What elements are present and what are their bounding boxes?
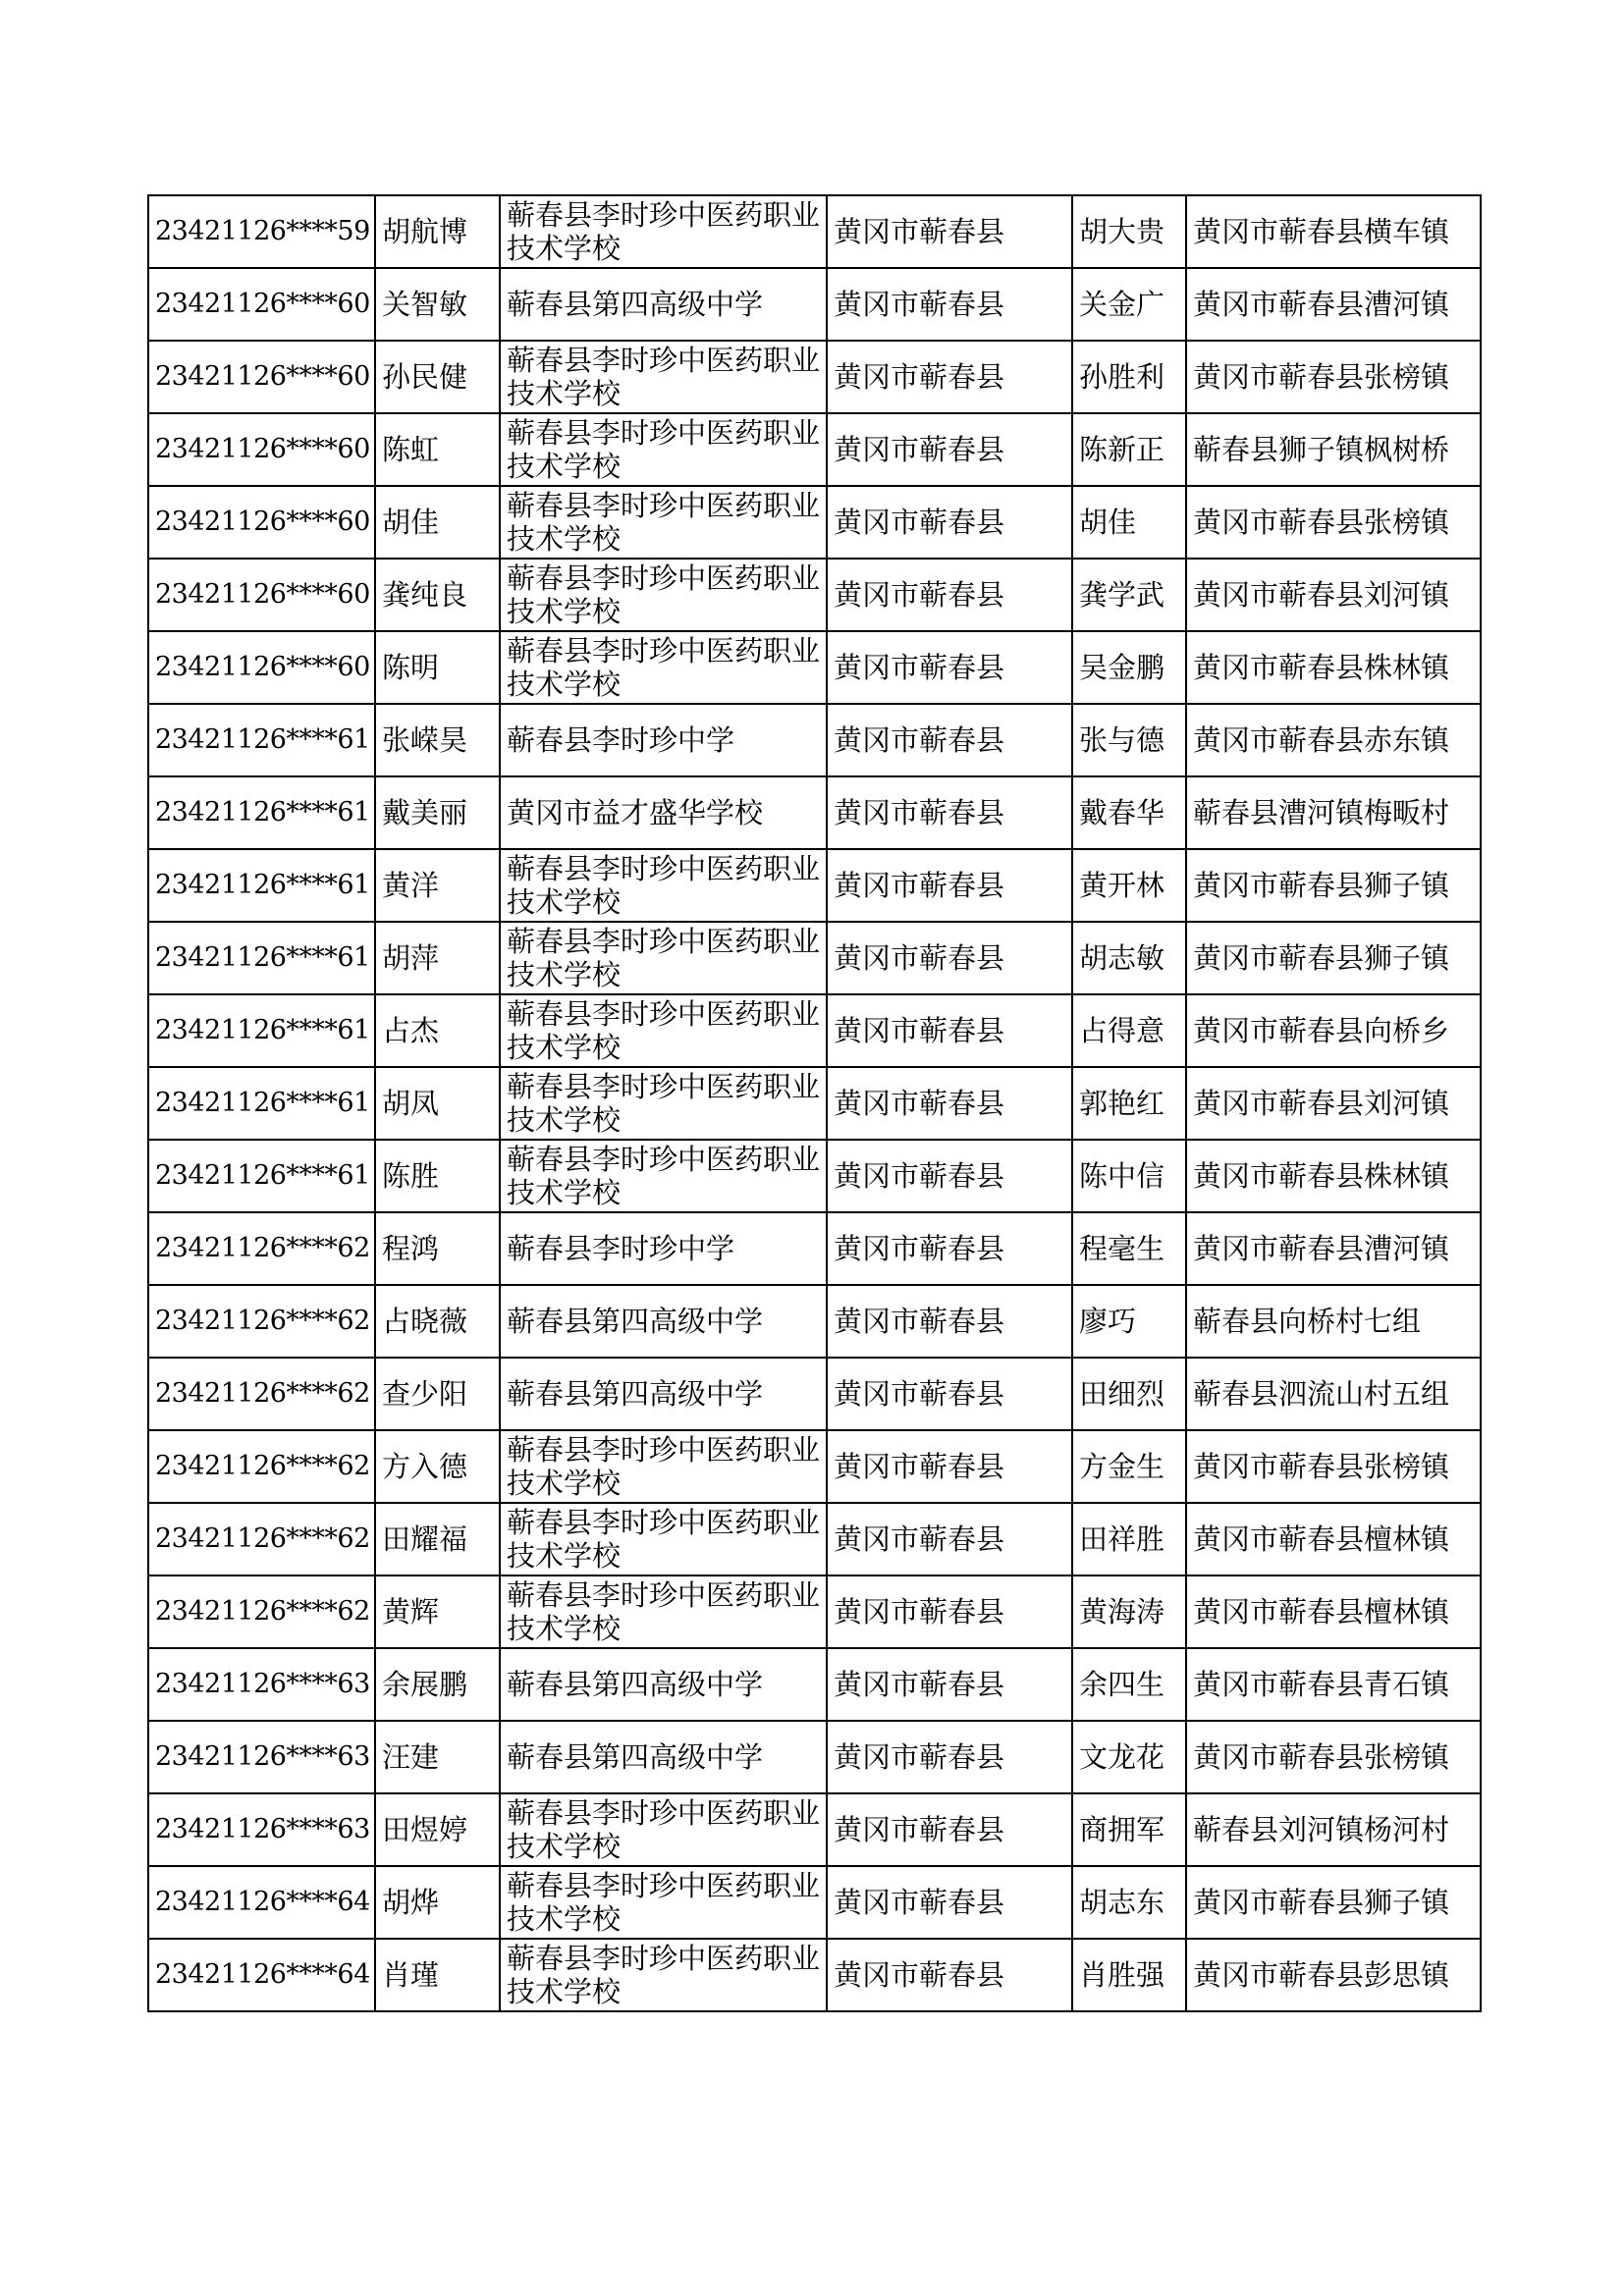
- student-name-cell: 田煜婷: [375, 1793, 500, 1866]
- id-number-cell: 23421126****61: [148, 994, 375, 1067]
- guardian-name-cell: 陈中信: [1072, 1140, 1186, 1212]
- address-cell: 黄冈市蕲春县狮子镇: [1186, 922, 1481, 994]
- school-cell: 蕲春县李时珍中医药职业技术学校: [500, 1140, 827, 1212]
- id-number-cell: 23421126****59: [148, 195, 375, 268]
- region-cell: 黄冈市蕲春县: [827, 1575, 1072, 1648]
- student-name-cell: 龚纯良: [375, 559, 500, 631]
- address-cell: 蕲春县刘河镇杨河村: [1186, 1793, 1481, 1866]
- address-cell: 蕲春县泗流山村五组: [1186, 1358, 1481, 1430]
- school-cell: 蕲春县李时珍中医药职业技术学校: [500, 559, 827, 631]
- address-cell: 蕲春县向桥村七组: [1186, 1285, 1481, 1358]
- id-number-cell: 23421126****64: [148, 1939, 375, 2011]
- id-number-cell: 23421126****62: [148, 1503, 375, 1575]
- region-cell: 黄冈市蕲春县: [827, 268, 1072, 341]
- school-cell: 黄冈市益才盛华学校: [500, 776, 827, 849]
- id-number-cell: 23421126****62: [148, 1430, 375, 1503]
- school-cell: 蕲春县李时珍中医药职业技术学校: [500, 1575, 827, 1648]
- guardian-name-cell: 占得意: [1072, 994, 1186, 1067]
- region-cell: 黄冈市蕲春县: [827, 1430, 1072, 1503]
- region-cell: 黄冈市蕲春县: [827, 1358, 1072, 1430]
- table-row: [148, 1285, 1481, 1358]
- region-cell: 黄冈市蕲春县: [827, 994, 1072, 1067]
- table-row: [148, 1575, 1481, 1648]
- student-name-cell: 占杰: [375, 994, 500, 1067]
- table-row: [148, 1939, 1481, 2011]
- table-row: [148, 1358, 1481, 1430]
- guardian-name-cell: 戴春华: [1072, 776, 1186, 849]
- id-number-cell: 23421126****61: [148, 1067, 375, 1140]
- student-name-cell: 汪建: [375, 1721, 500, 1793]
- school-cell: 蕲春县李时珍中医药职业技术学校: [500, 994, 827, 1067]
- address-cell: 黄冈市蕲春县张榜镇: [1186, 1721, 1481, 1793]
- address-cell: 黄冈市蕲春县狮子镇: [1186, 1866, 1481, 1939]
- guardian-name-cell: 胡志东: [1072, 1866, 1186, 1939]
- address-cell: 黄冈市蕲春县株林镇: [1186, 631, 1481, 704]
- address-cell: 蕲春县狮子镇枫树桥: [1186, 413, 1481, 486]
- region-cell: 黄冈市蕲春县: [827, 1721, 1072, 1793]
- region-cell: 黄冈市蕲春县: [827, 1285, 1072, 1358]
- guardian-name-cell: 孙胜利: [1072, 341, 1186, 413]
- table-row: [148, 1648, 1481, 1721]
- table-row: [148, 1793, 1481, 1866]
- student-name-cell: 胡航博: [375, 195, 500, 268]
- student-name-cell: 肖瑾: [375, 1939, 500, 2011]
- school-cell: 蕲春县李时珍中医药职业技术学校: [500, 922, 827, 994]
- guardian-name-cell: 吴金鹏: [1072, 631, 1186, 704]
- student-name-cell: 陈胜: [375, 1140, 500, 1212]
- id-number-cell: 23421126****61: [148, 704, 375, 776]
- student-name-cell: 戴美丽: [375, 776, 500, 849]
- address-cell: 黄冈市蕲春县张榜镇: [1186, 1430, 1481, 1503]
- guardian-name-cell: 余四生: [1072, 1648, 1186, 1721]
- address-cell: 黄冈市蕲春县漕河镇: [1186, 1212, 1481, 1285]
- student-name-cell: 关智敏: [375, 268, 500, 341]
- table-row: [148, 1866, 1481, 1939]
- region-cell: 黄冈市蕲春县: [827, 776, 1072, 849]
- school-cell: 蕲春县李时珍中医药职业技术学校: [500, 1866, 827, 1939]
- address-cell: 黄冈市蕲春县株林镇: [1186, 1140, 1481, 1212]
- guardian-name-cell: 文龙花: [1072, 1721, 1186, 1793]
- id-number-cell: 23421126****60: [148, 559, 375, 631]
- address-cell: 黄冈市蕲春县刘河镇: [1186, 559, 1481, 631]
- school-cell: 蕲春县李时珍中医药职业技术学校: [500, 413, 827, 486]
- table-row: [148, 631, 1481, 704]
- region-cell: 黄冈市蕲春县: [827, 486, 1072, 559]
- student-name-cell: 张嵘昊: [375, 704, 500, 776]
- school-cell: 蕲春县李时珍中学: [500, 1212, 827, 1285]
- student-name-cell: 田耀福: [375, 1503, 500, 1575]
- guardian-name-cell: 程毫生: [1072, 1212, 1186, 1285]
- guardian-name-cell: 田细烈: [1072, 1358, 1186, 1430]
- id-number-cell: 23421126****62: [148, 1212, 375, 1285]
- table-row: [148, 195, 1481, 268]
- region-cell: 黄冈市蕲春县: [827, 1866, 1072, 1939]
- student-name-cell: 胡凤: [375, 1067, 500, 1140]
- table-row: [148, 994, 1481, 1067]
- id-number-cell: 23421126****62: [148, 1285, 375, 1358]
- id-number-cell: 23421126****60: [148, 486, 375, 559]
- guardian-name-cell: 肖胜强: [1072, 1939, 1186, 2011]
- region-cell: 黄冈市蕲春县: [827, 1212, 1072, 1285]
- school-cell: 蕲春县李时珍中医药职业技术学校: [500, 1067, 827, 1140]
- table-row: [148, 776, 1481, 849]
- student-name-cell: 胡萍: [375, 922, 500, 994]
- region-cell: 黄冈市蕲春县: [827, 413, 1072, 486]
- table-row: [148, 341, 1481, 413]
- school-cell: 蕲春县第四高级中学: [500, 268, 827, 341]
- address-cell: 黄冈市蕲春县向桥乡: [1186, 994, 1481, 1067]
- guardian-name-cell: 郭艳红: [1072, 1067, 1186, 1140]
- region-cell: 黄冈市蕲春县: [827, 1939, 1072, 2011]
- table-row: [148, 1503, 1481, 1575]
- table-row: [148, 922, 1481, 994]
- table-row: [148, 1212, 1481, 1285]
- school-cell: 蕲春县第四高级中学: [500, 1721, 827, 1793]
- guardian-name-cell: 廖巧: [1072, 1285, 1186, 1358]
- school-cell: 蕲春县第四高级中学: [500, 1358, 827, 1430]
- guardian-name-cell: 黄海涛: [1072, 1575, 1186, 1648]
- region-cell: 黄冈市蕲春县: [827, 1793, 1072, 1866]
- address-cell: 黄冈市蕲春县张榜镇: [1186, 341, 1481, 413]
- id-number-cell: 23421126****63: [148, 1721, 375, 1793]
- guardian-name-cell: 关金广: [1072, 268, 1186, 341]
- table-row: [148, 1140, 1481, 1212]
- guardian-name-cell: 胡佳: [1072, 486, 1186, 559]
- guardian-name-cell: 商拥军: [1072, 1793, 1186, 1866]
- student-name-cell: 占晓薇: [375, 1285, 500, 1358]
- id-number-cell: 23421126****62: [148, 1575, 375, 1648]
- student-name-cell: 方入德: [375, 1430, 500, 1503]
- id-number-cell: 23421126****61: [148, 776, 375, 849]
- student-name-cell: 陈虹: [375, 413, 500, 486]
- id-number-cell: 23421126****62: [148, 1358, 375, 1430]
- region-cell: 黄冈市蕲春县: [827, 1503, 1072, 1575]
- table-row: [148, 413, 1481, 486]
- region-cell: 黄冈市蕲春县: [827, 1140, 1072, 1212]
- region-cell: 黄冈市蕲春县: [827, 195, 1072, 268]
- student-name-cell: 胡烨: [375, 1866, 500, 1939]
- guardian-name-cell: 方金生: [1072, 1430, 1186, 1503]
- school-cell: 蕲春县李时珍中医药职业技术学校: [500, 1939, 827, 2011]
- address-cell: 黄冈市蕲春县横车镇: [1186, 195, 1481, 268]
- region-cell: 黄冈市蕲春县: [827, 1648, 1072, 1721]
- school-cell: 蕲春县第四高级中学: [500, 1648, 827, 1721]
- student-name-cell: 程鸿: [375, 1212, 500, 1285]
- table-row: [148, 849, 1481, 922]
- region-cell: 黄冈市蕲春县: [827, 559, 1072, 631]
- id-number-cell: 23421126****60: [148, 631, 375, 704]
- address-cell: 黄冈市蕲春县彭思镇: [1186, 1939, 1481, 2011]
- school-cell: 蕲春县第四高级中学: [500, 1285, 827, 1358]
- region-cell: 黄冈市蕲春县: [827, 849, 1072, 922]
- student-name-cell: 余展鹏: [375, 1648, 500, 1721]
- region-cell: 黄冈市蕲春县: [827, 341, 1072, 413]
- address-cell: 黄冈市蕲春县狮子镇: [1186, 849, 1481, 922]
- guardian-name-cell: 龚学武: [1072, 559, 1186, 631]
- student-name-cell: 胡佳: [375, 486, 500, 559]
- region-cell: 黄冈市蕲春县: [827, 1067, 1072, 1140]
- guardian-name-cell: 黄开林: [1072, 849, 1186, 922]
- id-number-cell: 23421126****60: [148, 413, 375, 486]
- address-cell: 黄冈市蕲春县赤东镇: [1186, 704, 1481, 776]
- guardian-name-cell: 陈新正: [1072, 413, 1186, 486]
- id-number-cell: 23421126****60: [148, 268, 375, 341]
- table-row: [148, 1067, 1481, 1140]
- school-cell: 蕲春县李时珍中医药职业技术学校: [500, 195, 827, 268]
- table-row: [148, 486, 1481, 559]
- school-cell: 蕲春县李时珍中医药职业技术学校: [500, 631, 827, 704]
- school-cell: 蕲春县李时珍中医药职业技术学校: [500, 849, 827, 922]
- address-cell: 黄冈市蕲春县檀林镇: [1186, 1503, 1481, 1575]
- roster-table-body: [148, 195, 1481, 2011]
- table-row: [148, 704, 1481, 776]
- region-cell: 黄冈市蕲春县: [827, 922, 1072, 994]
- school-cell: 蕲春县李时珍中医药职业技术学校: [500, 486, 827, 559]
- address-cell: 黄冈市蕲春县漕河镇: [1186, 268, 1481, 341]
- guardian-name-cell: 胡大贵: [1072, 195, 1186, 268]
- address-cell: 黄冈市蕲春县檀林镇: [1186, 1575, 1481, 1648]
- table-row: [148, 1721, 1481, 1793]
- id-number-cell: 23421126****63: [148, 1648, 375, 1721]
- address-cell: 黄冈市蕲春县刘河镇: [1186, 1067, 1481, 1140]
- id-number-cell: 23421126****61: [148, 1140, 375, 1212]
- guardian-name-cell: 张与德: [1072, 704, 1186, 776]
- table-row: [148, 1430, 1481, 1503]
- school-cell: 蕲春县李时珍中医药职业技术学校: [500, 1793, 827, 1866]
- address-cell: 蕲春县漕河镇梅畈村: [1186, 776, 1481, 849]
- id-number-cell: 23421126****61: [148, 849, 375, 922]
- school-cell: 蕲春县李时珍中学: [500, 704, 827, 776]
- id-number-cell: 23421126****63: [148, 1793, 375, 1866]
- school-cell: 蕲春县李时珍中医药职业技术学校: [500, 1430, 827, 1503]
- school-cell: 蕲春县李时珍中医药职业技术学校: [500, 341, 827, 413]
- region-cell: 黄冈市蕲春县: [827, 704, 1072, 776]
- region-cell: 黄冈市蕲春县: [827, 631, 1072, 704]
- address-cell: 黄冈市蕲春县青石镇: [1186, 1648, 1481, 1721]
- id-number-cell: 23421126****60: [148, 341, 375, 413]
- table-row: [148, 559, 1481, 631]
- address-cell: 黄冈市蕲春县张榜镇: [1186, 486, 1481, 559]
- student-name-cell: 查少阳: [375, 1358, 500, 1430]
- student-name-cell: 黄辉: [375, 1575, 500, 1648]
- school-cell: 蕲春县李时珍中医药职业技术学校: [500, 1503, 827, 1575]
- guardian-name-cell: 胡志敏: [1072, 922, 1186, 994]
- student-name-cell: 陈明: [375, 631, 500, 704]
- id-number-cell: 23421126****61: [148, 922, 375, 994]
- student-name-cell: 孙民健: [375, 341, 500, 413]
- guardian-name-cell: 田祥胜: [1072, 1503, 1186, 1575]
- student-name-cell: 黄洋: [375, 849, 500, 922]
- id-number-cell: 23421126****64: [148, 1866, 375, 1939]
- roster-table: [147, 194, 1482, 2012]
- table-row: [148, 268, 1481, 341]
